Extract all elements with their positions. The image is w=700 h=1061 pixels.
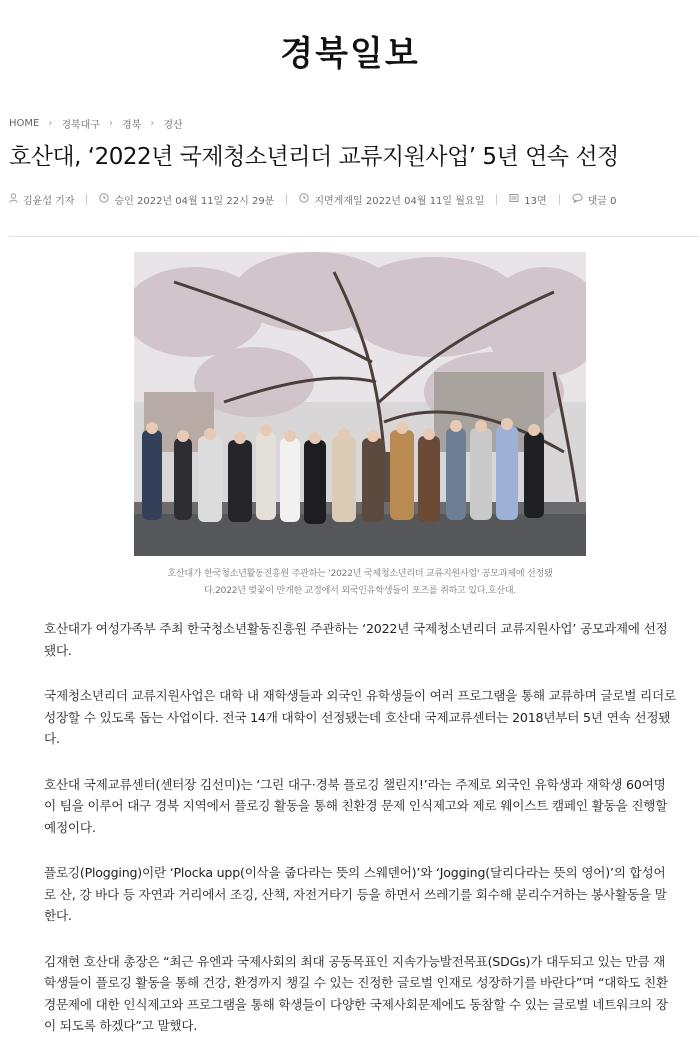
breadcrumb-section[interactable]: 경북대구	[61, 120, 100, 131]
approved-time: 승인 2022년 04월 11일 22시 29분	[114, 196, 275, 207]
article-meta	[9, 192, 699, 207]
print-date: 지면게재일 2022년 04월 11일 월요일	[314, 196, 485, 207]
article-headline: 호산대, ‘2022년 국제청소년리더 교류지원사업’ 5년 연속 선정	[9, 144, 619, 170]
breadcrumb-region[interactable]: 경북	[121, 120, 142, 131]
caption-line-2: 다.2022년 벚꽃이 만개한 교정에서 외국인유학생들이 포즈를 취하고 있다.호산대.	[203, 586, 517, 596]
chevron-right-icon: ›	[48, 118, 53, 129]
article-paragraph: 김재현 호산대 총장은 “최근 유엔과 국제사회의 최대 공동목표인 지속가능발전목표(SDGs)가 대두되고 있는 만큼 재학생들이 플로깅 활동을 통해 건강, 환경까지 챙길 수 있는 진정한 글로벌 인재로 성장하기를 바란다”며 “대학도 친환경문제에 대한 인식제고와 프로그램을 통해 학생들이 다양한 국제사회문제에도 동참할 수 있는 글로벌 네트워크의 장이 되도록 하겠다”고 말했다.	[44, 953, 668, 1033]
chevron-right-icon: ›	[108, 118, 113, 129]
masthead-logo-text[interactable]: 경북일보	[280, 34, 420, 74]
comment-count[interactable]: 댓글 0	[587, 196, 617, 207]
meta-divider	[86, 194, 87, 205]
article-body	[44, 618, 676, 1061]
clock-icon	[299, 193, 309, 206]
comment-icon	[572, 193, 583, 206]
clock-icon	[99, 193, 109, 206]
author-name[interactable]: 김윤섭 기자	[23, 196, 75, 207]
article-paragraph: 플로깅(Plogging)이란 ‘Plocka upp(이삭을 줍다라는 뜻의 스웨덴어)’와 ‘Jogging(달리다라는 뜻의 영어)’의 합성어로 산, 강 바다 등 자연과 거리에서 조깅, 산책, 자전거타기 등을 하면서 쓰레기를 회수해 분리수거하는 봉사활동을 말한다.	[44, 865, 667, 923]
user-icon	[9, 193, 18, 206]
meta-approved	[99, 192, 274, 207]
meta-divider	[496, 194, 497, 205]
newspaper-icon	[509, 193, 519, 206]
page-number: 13면	[524, 196, 547, 207]
breadcrumb-home[interactable]: HOME	[9, 118, 40, 129]
article-photo[interactable]	[134, 252, 586, 556]
meta-divider	[559, 194, 560, 205]
chevron-right-icon: ›	[150, 118, 155, 129]
masthead[interactable]	[0, 26, 700, 75]
caption-line-1: 호산대가 한국청소년활동진흥원 주관하는 '2022년 국제청소년리더 교류지원사업' 공모과제에 선정됐	[167, 569, 553, 579]
photo-caption	[134, 566, 586, 600]
meta-divider	[286, 194, 287, 205]
meta-page	[509, 192, 546, 207]
article-paragraph: 호산대 국제교류센터(센터장 김선미)는 ‘그린 대구·경북 플로깅 챌린지!’라는 주제로 외국인 유학생과 재학생 60여명이 팀을 이루어 대구 경북 지역에서 플로깅 활동을 통해 친환경 문제 인식제고와 제로 웨이스트 캠페인 활동을 진행할 예정이다.	[44, 776, 668, 835]
meta-divider-line	[9, 236, 699, 237]
breadcrumb	[9, 116, 183, 131]
meta-print-date	[299, 192, 484, 207]
meta-author	[9, 192, 74, 207]
article-paragraph: 호산대가 여성가족부 주최 한국청소년활동진흥원 주관하는 ‘2022년 국제청소년리더 교류지원사업’ 공모과제에 선정됐다.	[44, 621, 668, 658]
article-paragraph: 국제청소년리더 교류지원사업은 대학 내 재학생들과 외국인 유학생들이 여러 프로그램을 통해 교류하며 글로벌 리더로 성장할 수 있도록 돕는 사업이다. 전국 14개 대학이 선정됐는데 호산대 국제교류센터는 2018년부터 5년 연속 선정됐다.	[44, 688, 676, 746]
breadcrumb-city[interactable]: 경산	[163, 120, 183, 131]
meta-comments[interactable]	[572, 192, 617, 207]
